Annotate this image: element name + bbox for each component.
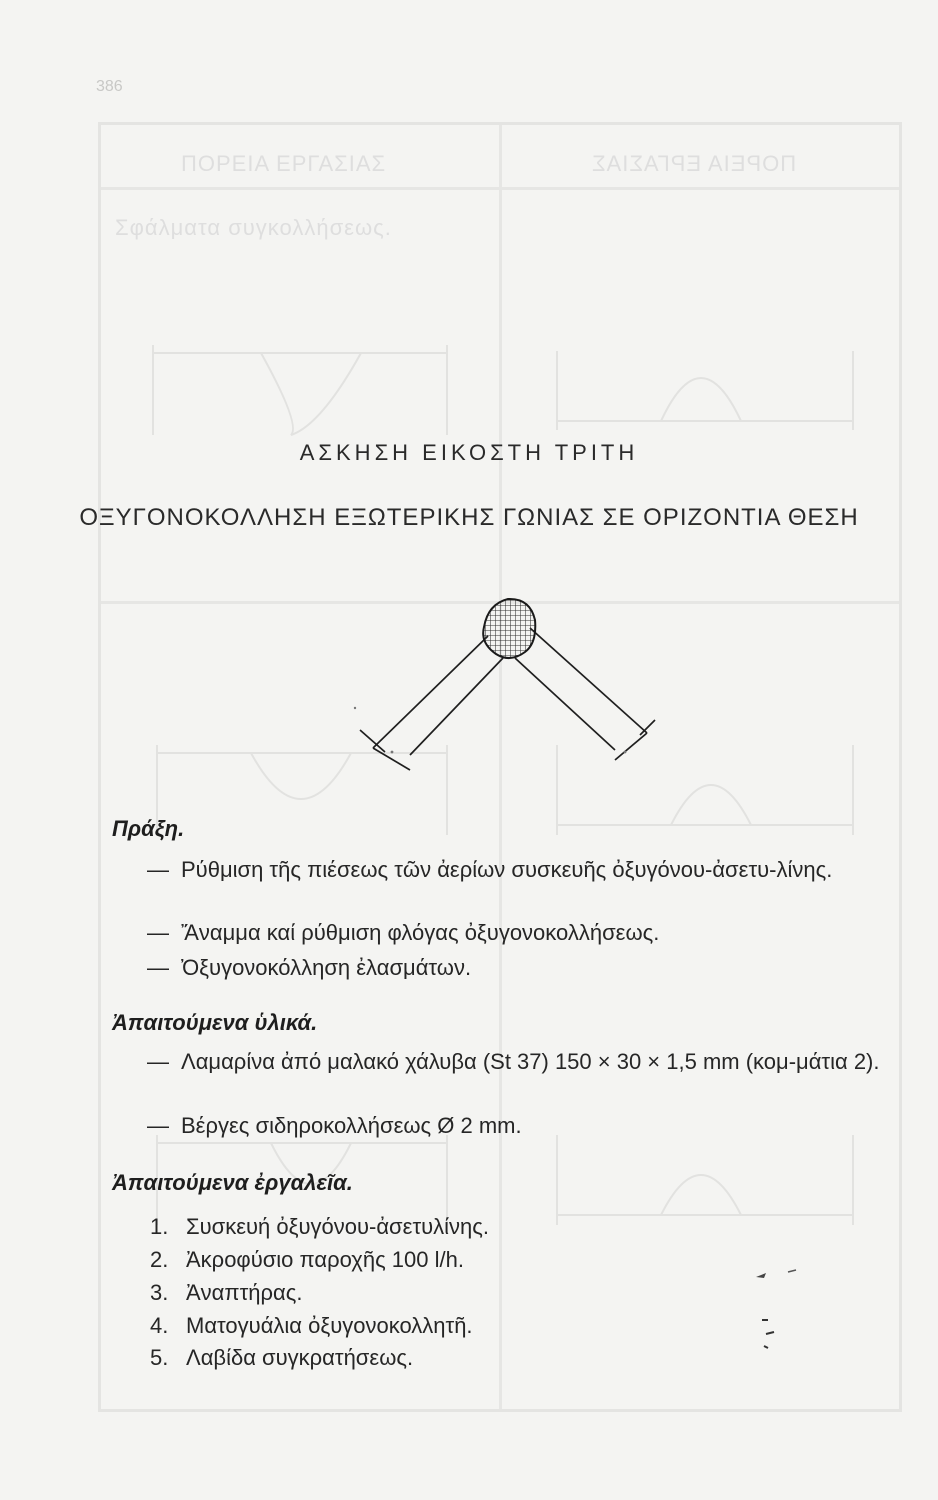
item-number: 1.	[150, 1214, 169, 1239]
bleed-through-heading-left: ΠΟΡΕΙΑ ΕΡΓΑΣΙΑΣ	[181, 151, 387, 176]
list-item	[147, 954, 937, 981]
section-heading-materials: Ἀπαιτούμενα ὑλικά.	[112, 1010, 318, 1035]
item-label: Ἀναπτήρας.	[186, 1280, 303, 1305]
list-item-text: Βέργες σιδηροκολλήσεως Ø 2 mm.	[181, 1113, 522, 1138]
exercise-title: ΑΣΚΗΣΗ ΕΙΚΟΣΤΗ ΤΡΙΤΗ	[299, 440, 639, 465]
numbered-item	[150, 1280, 302, 1306]
numbered-item	[150, 1247, 464, 1273]
list-item-text: Ἄναμμα καί ρύθμιση φλόγας ὀξυγονοκολλήσεως.	[181, 920, 660, 945]
item-label: Ματογυάλια ὀξυγονοκολλητῆ.	[186, 1313, 473, 1338]
list-item	[147, 1048, 937, 1075]
item-number: 2.	[150, 1247, 169, 1272]
section-heading-tools: Ἀπαιτούμενα ἐργαλεῖα.	[112, 1170, 353, 1195]
list-item-text: Λαμαρίνα ἀπό μαλακό χάλυβα (St 37) 150 × 30 × 1,5 mm (κομ-μάτια 2).	[181, 1049, 880, 1074]
list-item-text: Ὀξυγονοκόλληση ἐλασμάτων.	[181, 955, 472, 980]
dash-bullet: —	[147, 920, 169, 945]
item-label: Ἀκροφύσιο παροχῆς 100 l/h.	[186, 1247, 464, 1272]
list-item	[147, 856, 937, 883]
page-number: 386	[96, 78, 123, 95]
dash-bullet: —	[147, 955, 169, 980]
dash-bullet: —	[147, 1113, 169, 1138]
numbered-item	[150, 1214, 489, 1240]
numbered-item	[150, 1313, 473, 1339]
bleed-through-row-text: Σφάλματα συγκολλήσεως.	[115, 215, 392, 240]
dash-bullet: —	[147, 1049, 169, 1074]
bleed-through-heading-right: ΠΟΡΕΙΑ ΕΡΓΑΣΙΑΣ	[591, 151, 797, 176]
section-heading-praxi: Πράξη.	[112, 816, 185, 841]
item-label: Συσκευή ὀξυγόνου-ἀσετυλίνης.	[186, 1214, 490, 1239]
list-item	[147, 1112, 937, 1139]
item-number: 4.	[150, 1313, 169, 1338]
exercise-subtitle: ΟΞΥΓΟΝΟΚΟΛΛΗΣΗ ΕΞΩΤΕΡΙΚΗΣ ΓΩΝΙΑΣ ΣΕ ΟΡΙΖΟΝΤΙΑ ΘΕΣΗ	[79, 504, 859, 531]
list-item-text: Ρύθμιση τῆς πιέσεως τῶν ἀερίων συσκευῆς ὀξυγόνου-ἀσετυ-λίνης.	[181, 857, 833, 882]
item-number: 3.	[150, 1280, 169, 1305]
item-label: Λαβίδα συγκρατήσεως.	[186, 1345, 414, 1370]
item-number: 5.	[150, 1345, 169, 1370]
list-item	[147, 919, 937, 946]
numbered-item	[150, 1345, 413, 1371]
dash-bullet: —	[147, 857, 169, 882]
